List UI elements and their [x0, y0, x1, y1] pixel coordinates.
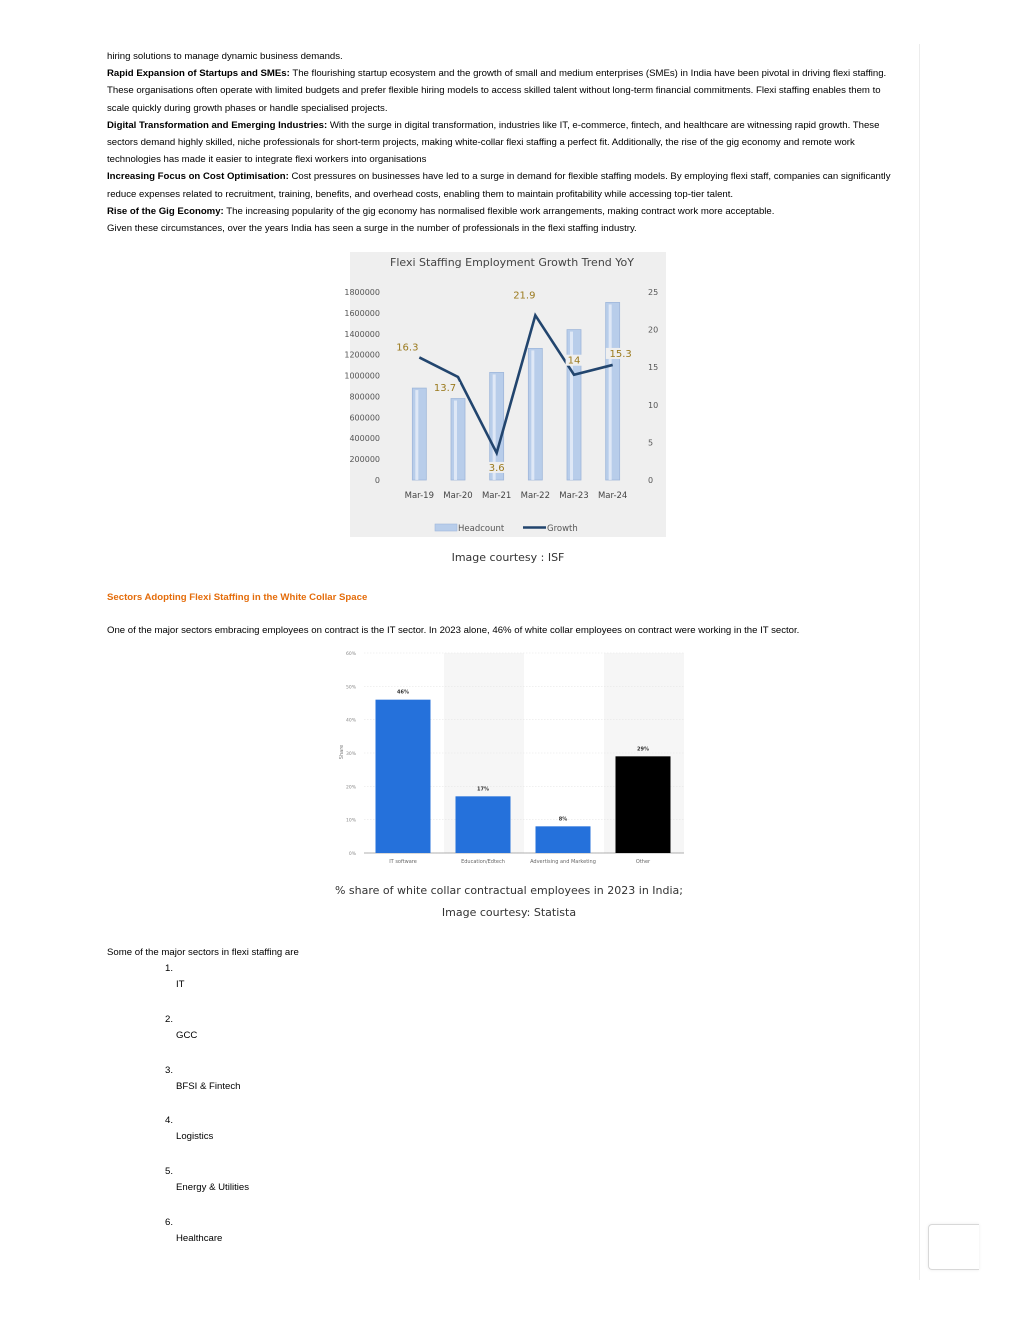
y-axis-tick: 60%: [345, 652, 356, 657]
chart2-caption-line1: % share of white collar contractual employees in 2023 in India;: [334, 884, 683, 897]
closing-line: Given these circumstances, over the years India has seen a surge in the number of professionals in the flexi staffing industry.: [107, 223, 637, 235]
x-axis-label: Mar-19: [404, 491, 435, 501]
y-axis-label: Share: [339, 744, 345, 760]
growth-data-label: 21.9: [513, 290, 536, 302]
share-data-label: 46%: [397, 689, 409, 696]
bar-highlight: [531, 350, 534, 480]
list-item-label: Energy & Utilities: [176, 1182, 250, 1193]
x-axis-label: Mar-23: [559, 491, 589, 501]
x-axis-label: Mar-22: [520, 491, 551, 501]
headcount-growth-chart: [344, 252, 666, 537]
bar-highlight: [454, 401, 457, 480]
list-item-number: 6.: [165, 1217, 174, 1228]
reason-item-gig: [107, 203, 897, 220]
y-axis-tick: 20%: [345, 785, 356, 791]
reason-text: The flourishing startup ecosystem and the growth of small and medium enterprises (SMEs) in India have been pivotal in driving flexi staffing. These organisations often operate with limited budgets and prefer flexible hiring models to access skilled talent without long-term financial commitments. Flexi staffing enables them to scale quickly during growth phases or handle specialised projects.: [107, 68, 887, 114]
headcount-bar: [567, 330, 581, 480]
right-axis-tick: 10: [648, 400, 659, 410]
x-axis-label: Advertising and Marketing: [530, 859, 596, 865]
reason-item-startups: [107, 65, 897, 117]
x-axis-label: Mar-21: [481, 491, 512, 501]
left-axis-tick: 1400000: [344, 329, 380, 339]
x-axis-label: Other: [635, 859, 651, 865]
x-axis-label: Education/Edtech: [461, 859, 505, 865]
list-intro: Some of the major sectors in flexi staffing are: [107, 947, 299, 958]
chart1-caption: Image courtesy : ISF: [451, 551, 565, 564]
left-axis-tick: 1600000: [344, 308, 380, 318]
growth-data-label: 3.6: [488, 462, 505, 474]
headcount-bar: [528, 348, 542, 480]
page-divider-line: [919, 44, 920, 1280]
y-axis-tick: 0%: [348, 852, 356, 857]
list-item-label: BFSI & Fintech: [176, 1081, 241, 1092]
bar-highlight: [415, 390, 418, 480]
reason-title: Rise of the Gig Economy:: [107, 205, 224, 217]
headcount-bar: [606, 302, 620, 480]
growth-data-label: 13.7: [433, 382, 457, 394]
bar-highlight: [570, 332, 573, 480]
intro-line: hiring solutions to manage dynamic business demands.: [107, 51, 343, 62]
left-axis-tick: 0: [374, 476, 380, 485]
reason-title: Rapid Expansion of Startups and SMEs:: [107, 68, 290, 80]
x-axis-label: Mar-20: [443, 491, 473, 501]
list-item-label: GCC: [176, 1030, 198, 1041]
left-axis-tick: 600000: [349, 413, 380, 423]
share-data-label: 8%: [558, 816, 568, 823]
bar-highlight: [609, 304, 612, 480]
reason-title: Increasing Focus on Cost Optimisation:: [107, 171, 289, 183]
section-heading: Sectors Adopting Flexi Staffing in the White Collar Space: [107, 592, 368, 603]
y-axis-tick: 40%: [345, 718, 356, 724]
reason-text: With the surge in digital transformation, industries like IT, e-commerce, fintech, and healthcare are witnessing rapid growth. These sectors demand highly skilled, niche professionals for short-term projects, making white-collar flexi staffing a perfect fit. Additionally, the rise of the gig economy and remote work technologies has made it easier to integrate flexi workers into organisations: [107, 119, 880, 166]
intro-text: [107, 48, 897, 237]
sector-share-chart: [334, 646, 690, 868]
reason-item-digital: [107, 117, 897, 169]
list-item-number: 1.: [165, 963, 174, 974]
right-axis-tick: 5: [648, 438, 654, 448]
growth-data-label: 16.3: [396, 342, 419, 354]
right-axis-tick: 15: [648, 363, 659, 373]
reason-text: Cost pressures on businesses have led to a surge in demand for flexible staffing models. By employing flexi staff, companies can significantly reduce expenses related to recruitment, training, benefits, and overhead costs, enabling them to maintain profitability while accessing top-tier talent.: [107, 171, 891, 200]
list-item-label: Healthcare: [176, 1233, 223, 1244]
x-axis-label: Mar-24: [597, 491, 628, 501]
reason-title: Digital Transformation and Emerging Industries:: [107, 119, 328, 131]
left-axis-tick: 200000: [349, 455, 380, 465]
left-axis-tick: 400000: [349, 434, 380, 444]
left-axis-tick: 800000: [349, 392, 380, 402]
reason-text: The increasing popularity of the gig economy has normalised flexible work arrangements, making contract work more acceptable.: [223, 205, 775, 217]
section-paragraph: One of the major sectors embracing employees on contract is the IT sector. In 2023 alone, 46% of white collar employees on contract were working in the IT sector.: [107, 625, 800, 636]
share-bar: [616, 756, 671, 853]
share-bar: [376, 700, 431, 853]
y-axis-tick: 10%: [345, 818, 356, 824]
reason-item-cost: [107, 168, 897, 202]
share-data-label: 17%: [477, 786, 489, 793]
chart-title: Flexi Staffing Employment Growth Trend YoY: [390, 256, 634, 269]
share-bar: [456, 796, 511, 853]
right-axis-tick: 25: [648, 288, 659, 297]
left-axis-tick: 1000000: [344, 371, 380, 381]
list-item-number: 2.: [165, 1014, 174, 1025]
legend-label-headcount: Headcount: [458, 524, 505, 534]
right-axis-tick: 0: [648, 476, 654, 485]
right-axis-tick: 20: [648, 325, 659, 335]
left-axis-tick: 1200000: [344, 350, 380, 360]
list-item-label: IT: [176, 979, 185, 990]
list-item-number: 3.: [165, 1065, 174, 1076]
y-axis-tick: 30%: [345, 752, 356, 757]
floating-widget-button[interactable]: [928, 1224, 979, 1270]
chart2-caption-line2: Image courtesy: Statista: [441, 906, 577, 919]
share-data-label: 29%: [637, 746, 649, 753]
legend-swatch-headcount: [435, 524, 457, 531]
headcount-bar: [451, 399, 465, 480]
left-axis-tick: 1800000: [344, 288, 380, 297]
headcount-bar: [412, 388, 426, 480]
share-bar: [536, 826, 591, 853]
growth-data-label: 14: [567, 355, 581, 367]
list-item-number: 4.: [165, 1115, 174, 1126]
x-axis-label: IT software: [389, 859, 417, 865]
y-axis-tick: 50%: [345, 685, 356, 691]
list-item-label: Logistics: [176, 1131, 214, 1142]
growth-data-label: 15.3: [609, 348, 632, 360]
list-item-number: 5.: [165, 1166, 174, 1177]
legend-label-growth: Growth: [547, 524, 578, 534]
